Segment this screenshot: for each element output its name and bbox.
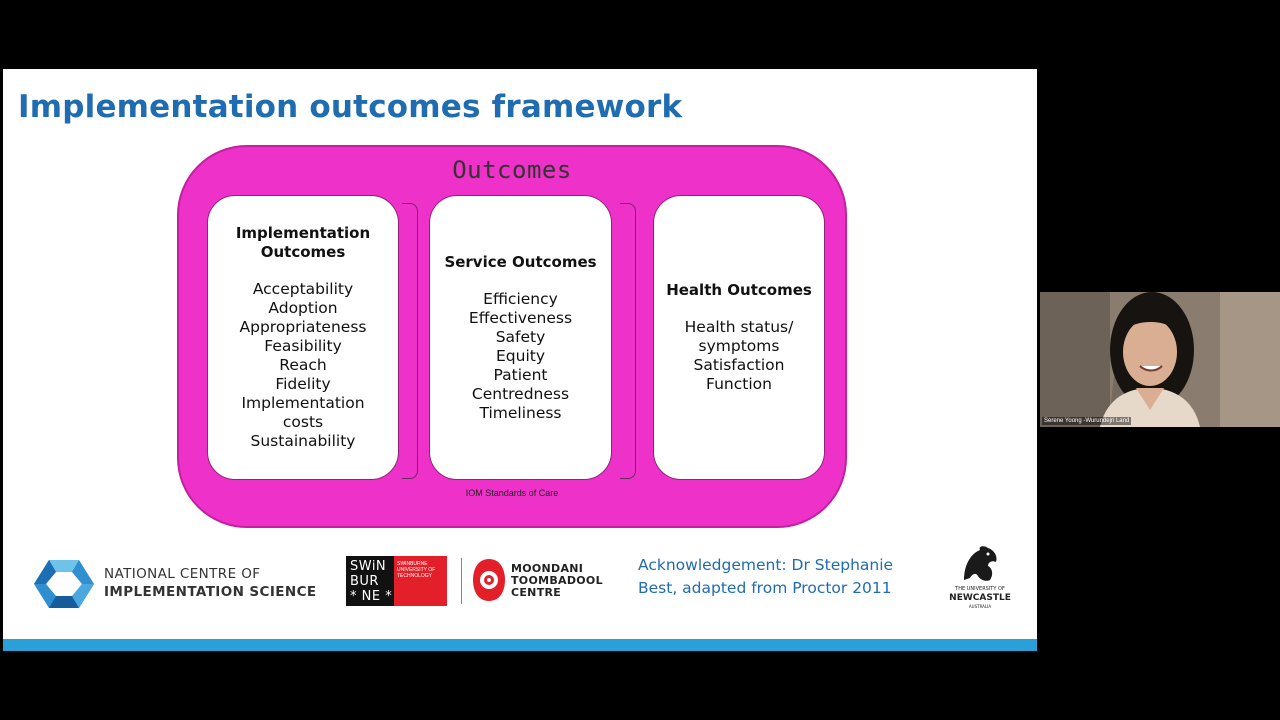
bracket-divider: [620, 203, 636, 479]
ncis-wordmark: [104, 565, 317, 601]
swinburne-mark: SWiN BUR * NE *: [346, 556, 394, 606]
list-item: Safety: [495, 327, 546, 346]
moondani-logo-icon: [472, 557, 506, 603]
swinburne-subtext: SWINBURNE UNIVERSITY OF TECHNOLOGY: [394, 556, 447, 606]
newcastle-line-2: NEWCASTLE: [949, 593, 1011, 603]
implementation-outcomes-card: [207, 195, 399, 480]
ncis-line-1: NATIONAL CENTRE OF: [104, 566, 261, 582]
list-item: Health status/: [684, 318, 794, 336]
list-item: Patient: [493, 365, 548, 384]
service-outcomes-title: Service Outcomes: [444, 252, 597, 271]
list-item: Appropriateness: [239, 318, 367, 336]
health-outcomes-card: [653, 195, 825, 480]
moondani-line-2: TOOMBADOOL: [511, 574, 603, 587]
list-item: Fidelity: [275, 375, 331, 393]
newcastle-line-3: AUSTRALIA: [968, 604, 992, 609]
participant-name-label: Serene Yoong -Wurundejri Land: [1044, 418, 1130, 424]
moondani-wordmark: [511, 563, 603, 599]
acknowledgement-text: [638, 554, 893, 600]
shared-slide: [3, 69, 1037, 651]
list-item: Feasibility: [264, 337, 342, 355]
acknowledgement-line-1: Acknowledgement: Dr Stephanie: [638, 556, 894, 574]
ncis-logo-icon: [34, 558, 94, 610]
outcomes-frame: [177, 145, 847, 528]
slide-bottom-bar: [3, 639, 1037, 651]
logo-divider: [461, 558, 462, 604]
newcastle-wordmark: [943, 586, 1017, 610]
implementation-outcomes-list: [240, 280, 367, 451]
list-item: Sustainability: [250, 432, 356, 450]
outcomes-label: Outcomes: [452, 156, 572, 184]
list-item: Equity: [495, 346, 545, 365]
swinburne-logo: [346, 556, 447, 606]
health-outcomes-title: Health Outcomes: [666, 281, 812, 299]
implementation-outcomes-title: Implementation Outcomes: [235, 224, 371, 261]
list-item: Function: [706, 375, 772, 393]
participant-video-tile[interactable]: [1040, 292, 1280, 427]
list-item: Adoption: [268, 299, 338, 317]
moondani-line-1: MOONDANI: [511, 562, 584, 575]
health-outcomes-list: [685, 318, 794, 394]
list-item: Reach: [279, 356, 327, 374]
list-item: Satisfaction: [693, 356, 785, 374]
newcastle-crest-icon: [958, 544, 1002, 584]
list-item: Implementation costs: [241, 394, 365, 431]
iom-footnote: IOM Standards of Care: [465, 488, 559, 498]
list-item: Effectiveness: [468, 308, 573, 327]
list-item: Efficiency: [483, 289, 558, 308]
list-item: symptoms: [698, 337, 780, 355]
acknowledgement-line-2: Best, adapted from Proctor 2011: [638, 579, 892, 597]
list-item: Timeliness: [479, 403, 562, 422]
bracket-divider: [402, 203, 418, 479]
service-outcomes-card: [429, 195, 612, 480]
list-item: Centredness: [471, 384, 570, 403]
moondani-line-3: CENTRE: [511, 586, 562, 599]
participant-video-icon: [1040, 292, 1280, 427]
list-item: Acceptability: [252, 280, 354, 298]
newcastle-line-1: THE UNIVERSITY OF: [955, 586, 1005, 592]
service-outcomes-list: [469, 290, 572, 423]
slide-title: Implementation outcomes framework: [18, 89, 683, 125]
ncis-line-2: IMPLEMENTATION SCIENCE: [104, 584, 317, 600]
